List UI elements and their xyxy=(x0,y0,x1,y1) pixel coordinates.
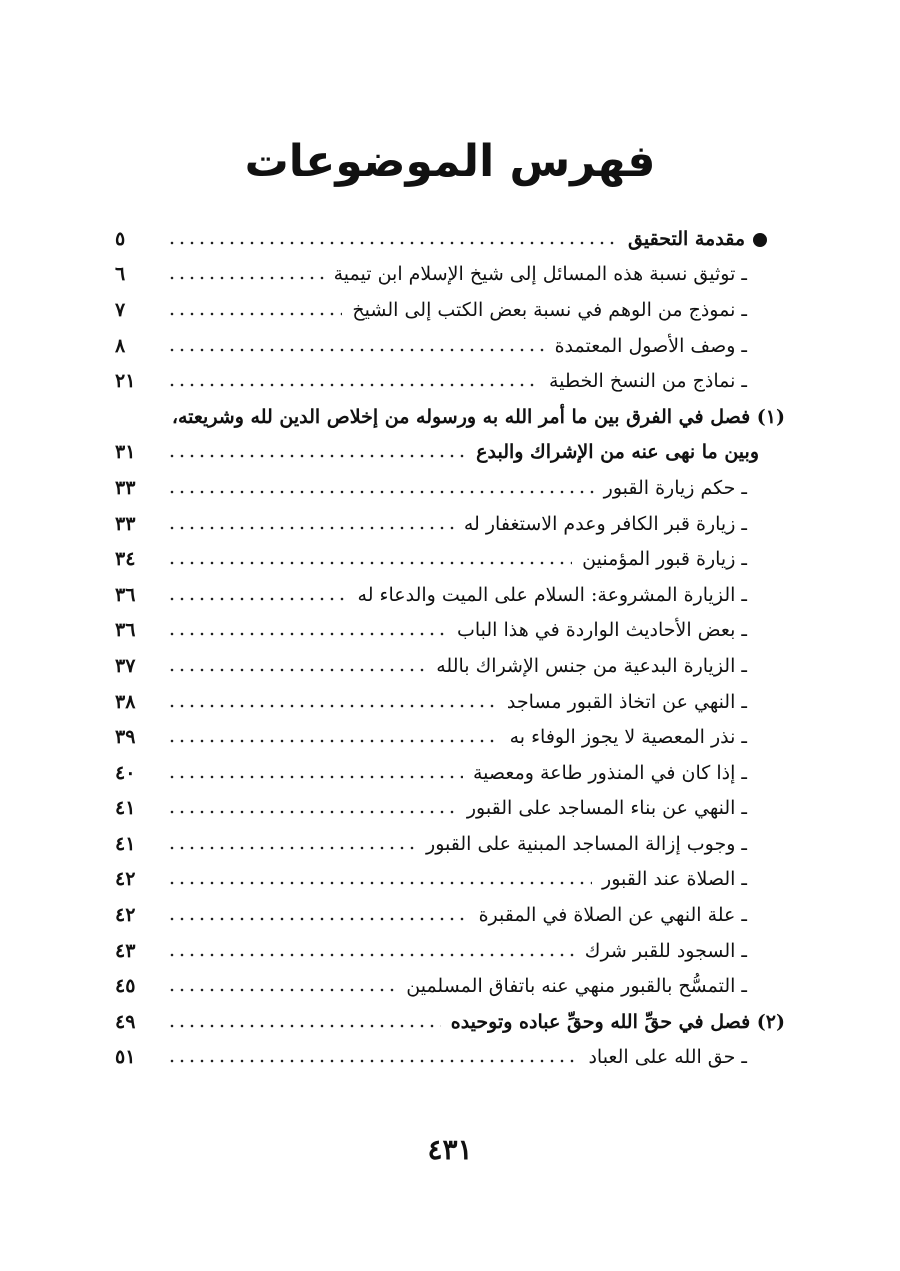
toc-entry xyxy=(115,968,785,1004)
dot-leader xyxy=(167,561,572,565)
toc-entry xyxy=(115,541,785,577)
toc-entry-text: ـ نموذج من الوهم في نسبة بعض الكتب إلى الشيخ xyxy=(352,298,747,321)
toc-entry xyxy=(115,257,785,293)
toc-entry xyxy=(115,328,785,364)
toc-entry xyxy=(115,577,785,613)
toc-entry xyxy=(115,933,785,969)
toc-entry xyxy=(115,684,785,720)
dot-leader xyxy=(167,810,457,814)
toc-entry-text: ـ زيارة قبور المؤمنين xyxy=(582,548,747,571)
toc-page-number: ٣٣ xyxy=(115,476,136,499)
toc-page-number: ٤١ xyxy=(115,797,136,820)
dot-leader xyxy=(167,490,594,494)
toc-entry-text: (١) فصل في الفرق بين ما أمر الله به ورسوله من إخلاص الدين لله وشريعته، xyxy=(171,405,785,428)
dot-leader xyxy=(167,988,396,992)
toc-entry xyxy=(115,862,785,898)
dot-leader xyxy=(167,739,500,743)
page-title: فهرس الموضوعات xyxy=(244,136,656,187)
toc-page-number: ٥١ xyxy=(115,1046,136,1069)
toc-entry xyxy=(115,1004,785,1040)
toc-entry-text: ـ علة النهي عن الصلاة في المقبرة xyxy=(478,904,747,927)
toc-entry-text: ـ النهي عن بناء المساجد على القبور xyxy=(466,797,747,820)
toc-entry-text: ـ الصلاة عند القبور xyxy=(602,868,747,891)
dot-leader xyxy=(167,953,575,957)
toc-entry xyxy=(115,506,785,542)
dot-leader xyxy=(167,668,426,672)
dot-leader xyxy=(167,881,592,885)
dot-leader xyxy=(167,348,545,352)
toc-chapter-heading xyxy=(115,399,785,435)
toc-page-number: ٤٠ xyxy=(115,761,136,784)
toc-entry-text: مقدمة التحقيق xyxy=(628,227,745,250)
toc-entry xyxy=(115,613,785,649)
toc-entry xyxy=(115,470,785,506)
toc-entry xyxy=(115,292,785,328)
dot-leader xyxy=(167,597,348,601)
toc-page-number: ٤٢ xyxy=(115,868,136,891)
toc-page-number: ٤٣ xyxy=(115,939,136,962)
toc-entry xyxy=(115,1040,785,1076)
toc-entry xyxy=(115,221,785,257)
toc-page-number: ٣٩ xyxy=(115,726,136,749)
toc-page-number: ٦ xyxy=(115,263,126,286)
toc-entry xyxy=(115,435,785,471)
toc-entry-text: ـ النهي عن اتخاذ القبور مساجد xyxy=(506,690,747,713)
toc-page-number: ٢١ xyxy=(115,370,136,393)
dot-leader xyxy=(167,1024,441,1028)
toc-entry xyxy=(115,791,785,827)
dot-leader xyxy=(167,775,463,779)
toc-entry xyxy=(115,826,785,862)
toc-entry-text: ـ توثيق نسبة هذه المسائل إلى شيخ الإسلام ابن تيمية xyxy=(333,263,747,286)
toc-entry-text: ـ حكم زيارة القبور xyxy=(603,476,747,499)
toc-page-number: ٣١ xyxy=(115,441,136,464)
toc-entry-text: ـ حق الله على العباد xyxy=(588,1046,747,1069)
toc-entry xyxy=(115,897,785,933)
toc-entry xyxy=(115,363,785,399)
table-of-contents xyxy=(115,221,785,1075)
toc-entry-text: ـ زيارة قبر الكافر وعدم الاستغفار له xyxy=(463,512,747,535)
dot-leader xyxy=(167,383,539,387)
toc-page-number: ٨ xyxy=(115,334,126,357)
toc-entry-text: ـ نذر المعصية لا يجوز الوفاء به xyxy=(509,726,747,749)
dot-leader xyxy=(167,846,416,850)
toc-entry-text: ـ السجود للقبر شرك xyxy=(584,939,747,962)
toc-entry-text: ـ بعض الأحاديث الواردة في هذا الباب xyxy=(456,619,747,642)
toc-entry-text: ـ التمسُّح بالقبور منهي عنه باتفاق المسلمين xyxy=(406,975,747,998)
toc-page-number: ٣٣ xyxy=(115,512,136,535)
bullet-icon xyxy=(753,233,767,247)
toc-page-number: ٤١ xyxy=(115,832,136,855)
dot-leader xyxy=(167,704,497,708)
page-number: ٤٣١ xyxy=(427,1133,473,1166)
toc-entry-text: ـ الزيارة المشروعة: السلام على الميت والدعاء له xyxy=(357,583,747,606)
toc-page-number: ٤٩ xyxy=(115,1010,136,1033)
dot-leader xyxy=(167,917,469,921)
toc-page-number: ٣٤ xyxy=(115,548,136,571)
toc-page-number: ٤٥ xyxy=(115,975,136,998)
toc-page-number: ٣٦ xyxy=(115,619,136,642)
dot-leader xyxy=(167,312,342,316)
toc-entry-text: ـ الزيارة البدعية من جنس الإشراك بالله xyxy=(436,654,747,677)
toc-entry xyxy=(115,719,785,755)
dot-leader xyxy=(167,276,324,280)
toc-entry xyxy=(115,648,785,684)
toc-entry-text: ـ نماذج من النسخ الخطية xyxy=(548,370,747,393)
dot-leader xyxy=(167,241,618,245)
toc-entry xyxy=(115,755,785,791)
dot-leader xyxy=(167,1059,578,1063)
toc-entry-text: (٢) فصل في حقِّ الله وحقِّ عباده وتوحيده xyxy=(450,1010,785,1033)
dot-leader xyxy=(167,632,447,636)
toc-page-number: ٧ xyxy=(115,298,126,321)
toc-page-number: ٣٧ xyxy=(115,654,136,677)
toc-page-number: ٣٦ xyxy=(115,583,136,606)
dot-leader xyxy=(167,454,466,458)
toc-entry-text: وبين ما نهى عنه من الإشراك والبدع xyxy=(476,441,759,464)
toc-entry-text: ـ وصف الأصول المعتمدة xyxy=(554,334,747,357)
dot-leader xyxy=(167,526,454,530)
toc-entry-text: ـ وجوب إزالة المساجد المبنية على القبور xyxy=(426,832,747,855)
toc-entry-text: ـ إذا كان في المنذور طاعة ومعصية xyxy=(473,761,747,784)
toc-page-number: ٣٨ xyxy=(115,690,136,713)
toc-page-number: ٤٢ xyxy=(115,904,136,927)
toc-page-number: ٥ xyxy=(115,227,126,250)
